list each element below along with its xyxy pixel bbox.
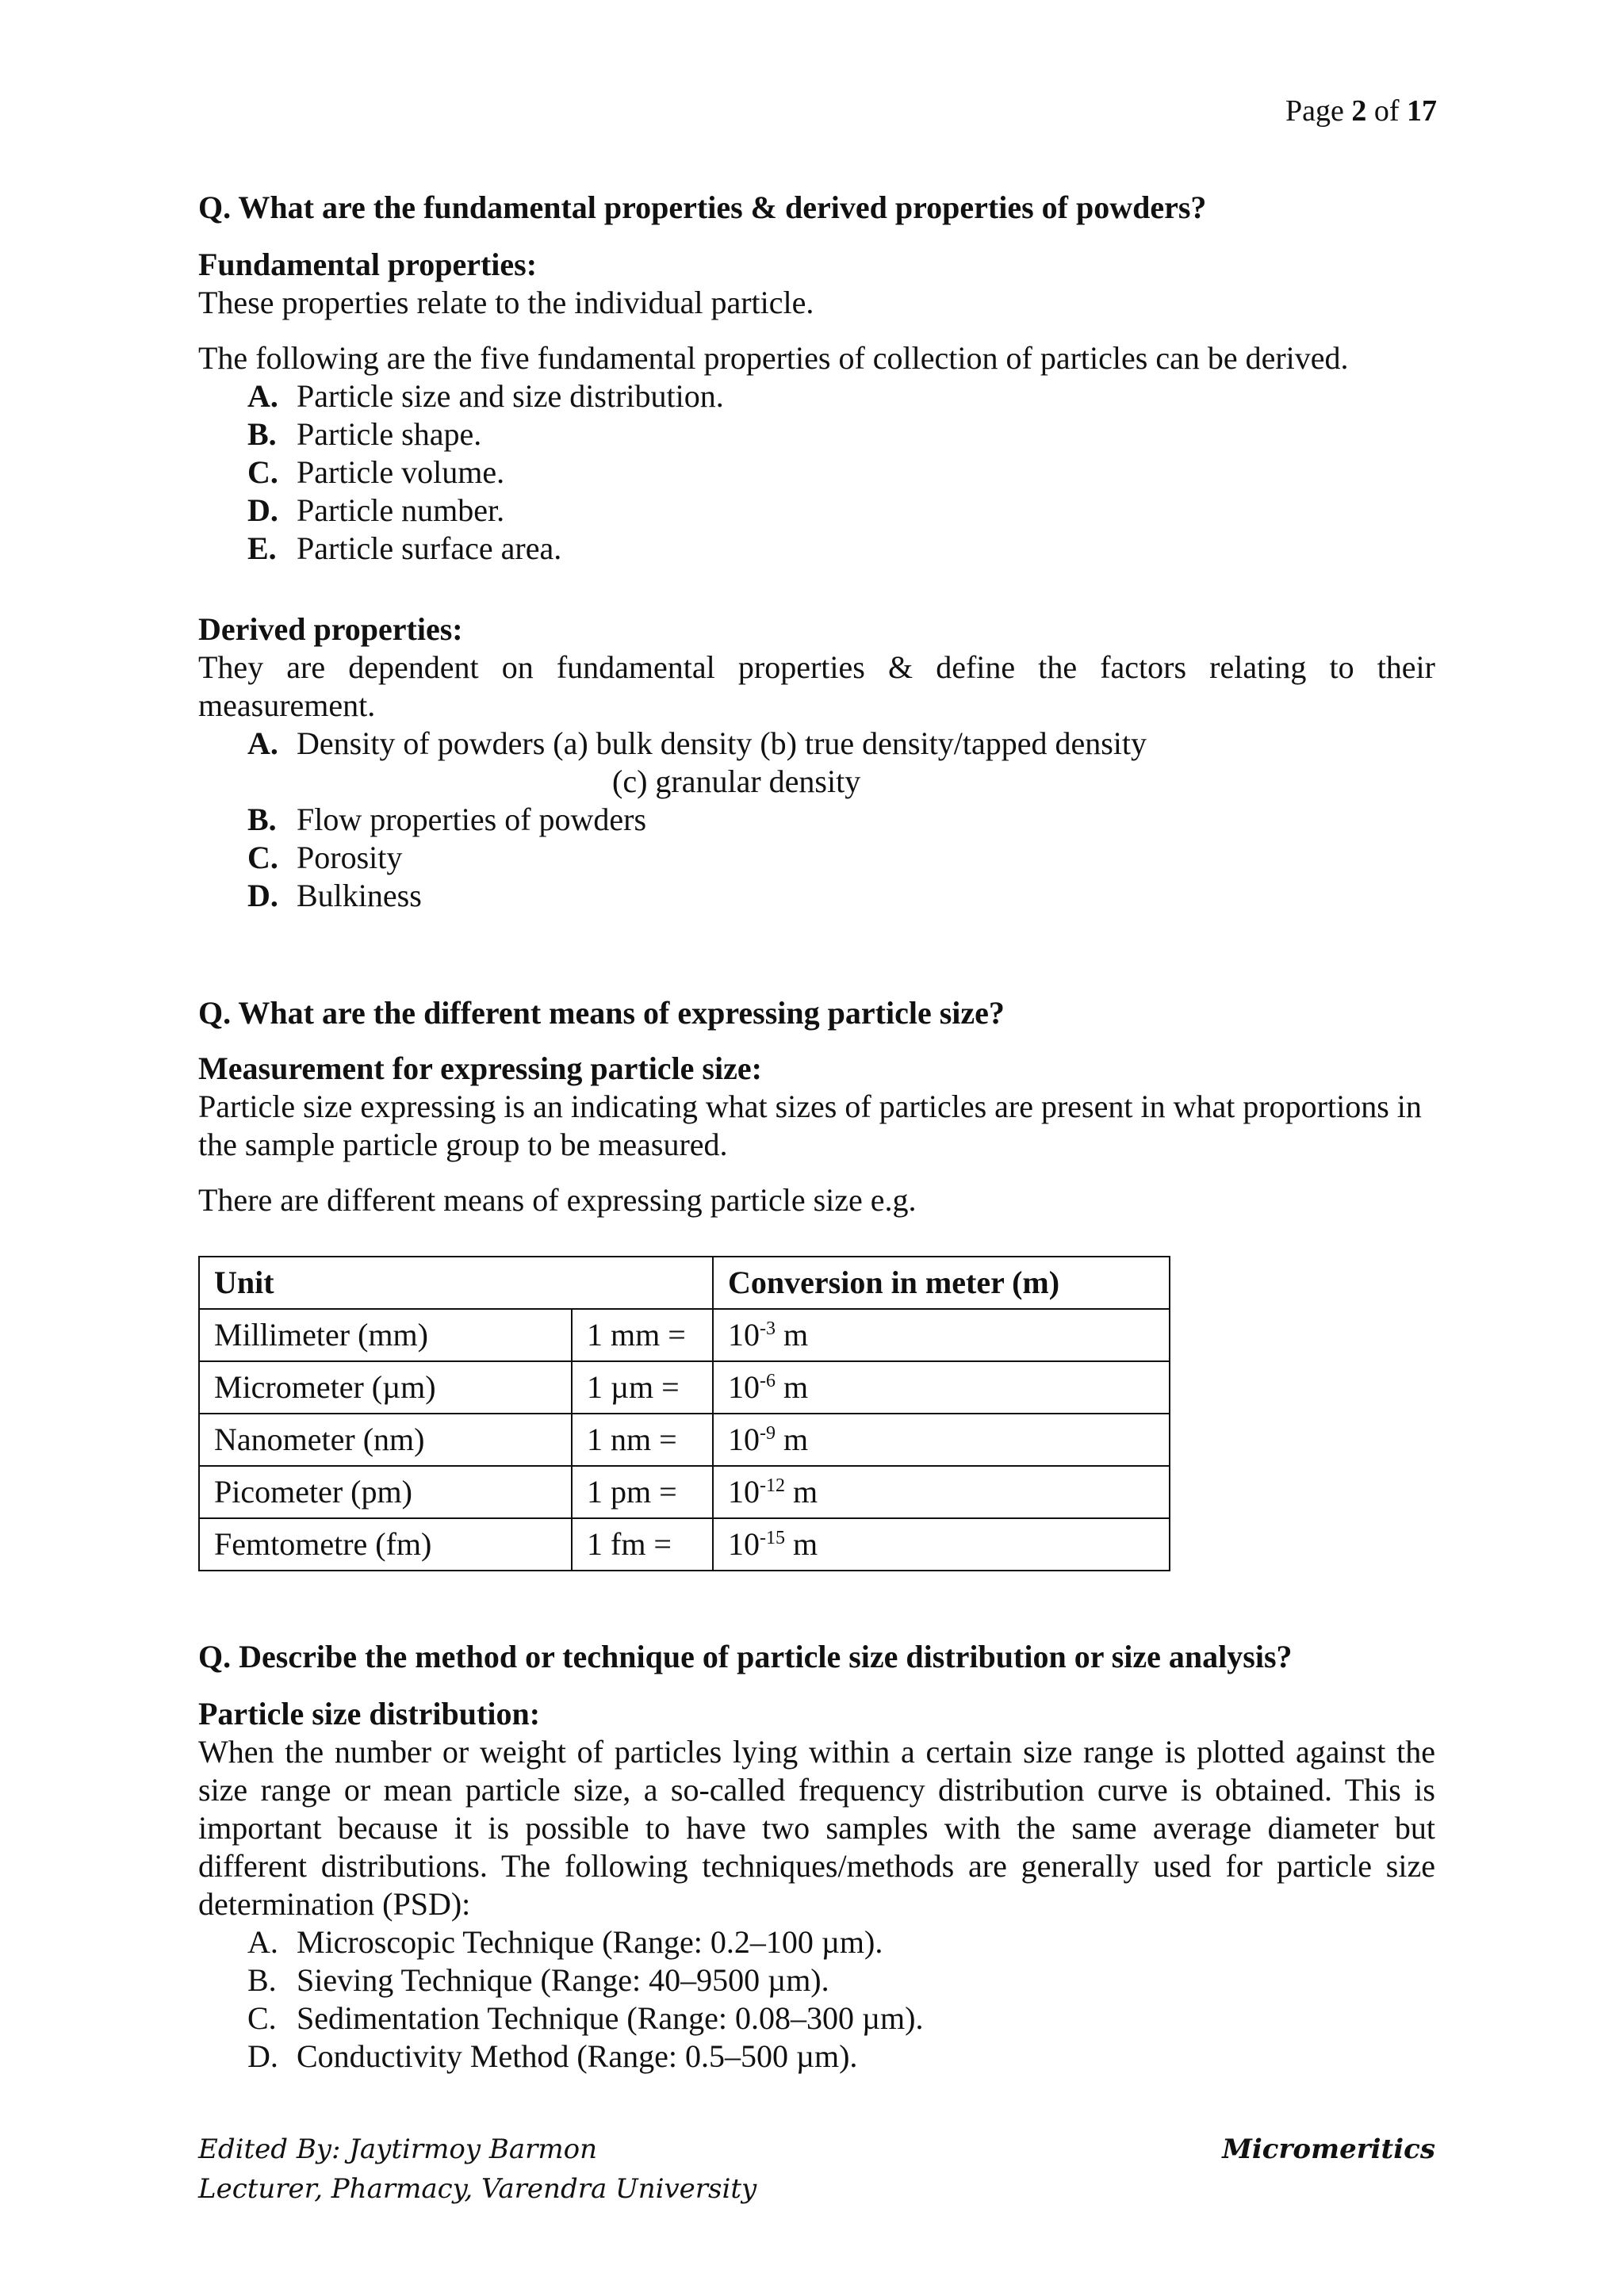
table-header-row	[199, 1257, 1170, 1309]
table-row: Micrometer (µm) 1 µm = $10^{-6}$ m	[199, 1361, 1170, 1414]
derived-list	[198, 725, 1435, 915]
heading-measurement: Measurement for expressing particle size:	[198, 1050, 762, 1086]
measurement-intro: There are different means of expressing particle size e.g.	[198, 1182, 917, 1218]
list-item: A. Particle size and size distribution.	[247, 378, 724, 414]
list-item: C. Porosity	[247, 840, 403, 875]
list-item: B. Particle shape.	[247, 416, 482, 452]
page-number: Page 2 of 17	[1285, 94, 1437, 128]
technique-list	[198, 1923, 1435, 2076]
table-row: Picometer (pm) 1 pm = $10^{-12}$ m	[199, 1466, 1170, 1518]
derived-description: They are dependent on fundamental properties & define the factors relating to their measurement.	[198, 649, 1435, 723]
page-content	[198, 189, 1435, 2076]
heading-size-distribution: Particle size distribution:	[198, 1696, 541, 1732]
size-distribution-description: When the number or weight of particles lying within a certain size range is plotted against the size range or mean particle size, a so-called frequency distribution curve is obtained. This is important because it is possible to have two samples with the same average diameter but different distributions. The following techniques/methods are generally used for particle size determination (PSD):	[198, 1734, 1435, 1922]
list-item: A. Microscopic Technique (Range: 0.2–100 µm).	[247, 1924, 883, 1960]
table-row: Nanometer (nm) 1 nm = $10^{-9}$ m	[199, 1414, 1170, 1466]
heading-derived-properties: Derived properties:	[198, 611, 463, 647]
list-item: C. Sedimentation Technique (Range: 0.08–300 µm).	[247, 2000, 924, 2036]
question-fundamental-derived: Q. What are the fundamental properties & derived properties of powders?	[198, 189, 1207, 225]
fundamental-intro: The following are the five fundamental properties of collection of particles can be derived.	[198, 340, 1349, 376]
list-item: A. Density of powders (a) bulk density (b) true density/tapped density (c) granular density	[247, 725, 1147, 799]
header-conversion: Conversion in meter (m)	[713, 1257, 1170, 1309]
heading-fundamental-properties: Fundamental properties:	[198, 247, 538, 282]
footer-subject: Micromeritics	[1222, 2133, 1435, 2165]
measurement-description: Particle size expressing is an indicating what sizes of particles are present in what proportions in the sample particle group to be measured.	[198, 1089, 1422, 1162]
list-item: B. Sieving Technique (Range: 40–9500 µm).	[247, 1962, 829, 1998]
footer-affiliation: Lecturer, Pharmacy, Varendra University	[198, 2173, 757, 2205]
list-item: B. Flow properties of powders	[247, 802, 647, 837]
fundamental-description: These properties relate to the individual particle.	[198, 285, 814, 320]
question-expressing-size: Q. What are the different means of expressing particle size?	[198, 995, 1005, 1031]
list-item: C. Particle volume.	[247, 454, 505, 490]
header-unit: Unit	[199, 1257, 713, 1309]
table-row: Millimeter (mm) 1 mm = $10^{-3}$ m	[199, 1309, 1170, 1361]
list-item: D. Bulkiness	[247, 878, 422, 913]
table-row: Femtometre (fm) 1 fm = $10^{-15}$ m	[199, 1518, 1170, 1571]
unit-conversion-table	[198, 1256, 1170, 1571]
list-item: E. Particle surface area.	[247, 530, 562, 566]
footer-editor: Edited By: Jaytirmoy Barmon	[198, 2133, 598, 2165]
question-size-distribution: Q. Describe the method or technique of particle size distribution or size analysis?	[198, 1639, 1293, 1674]
list-item: D. Particle number.	[247, 492, 505, 528]
fundamental-list	[198, 377, 1435, 568]
page-footer	[198, 2130, 1435, 2209]
list-item: D. Conductivity Method (Range: 0.5–500 µm).	[247, 2038, 858, 2074]
